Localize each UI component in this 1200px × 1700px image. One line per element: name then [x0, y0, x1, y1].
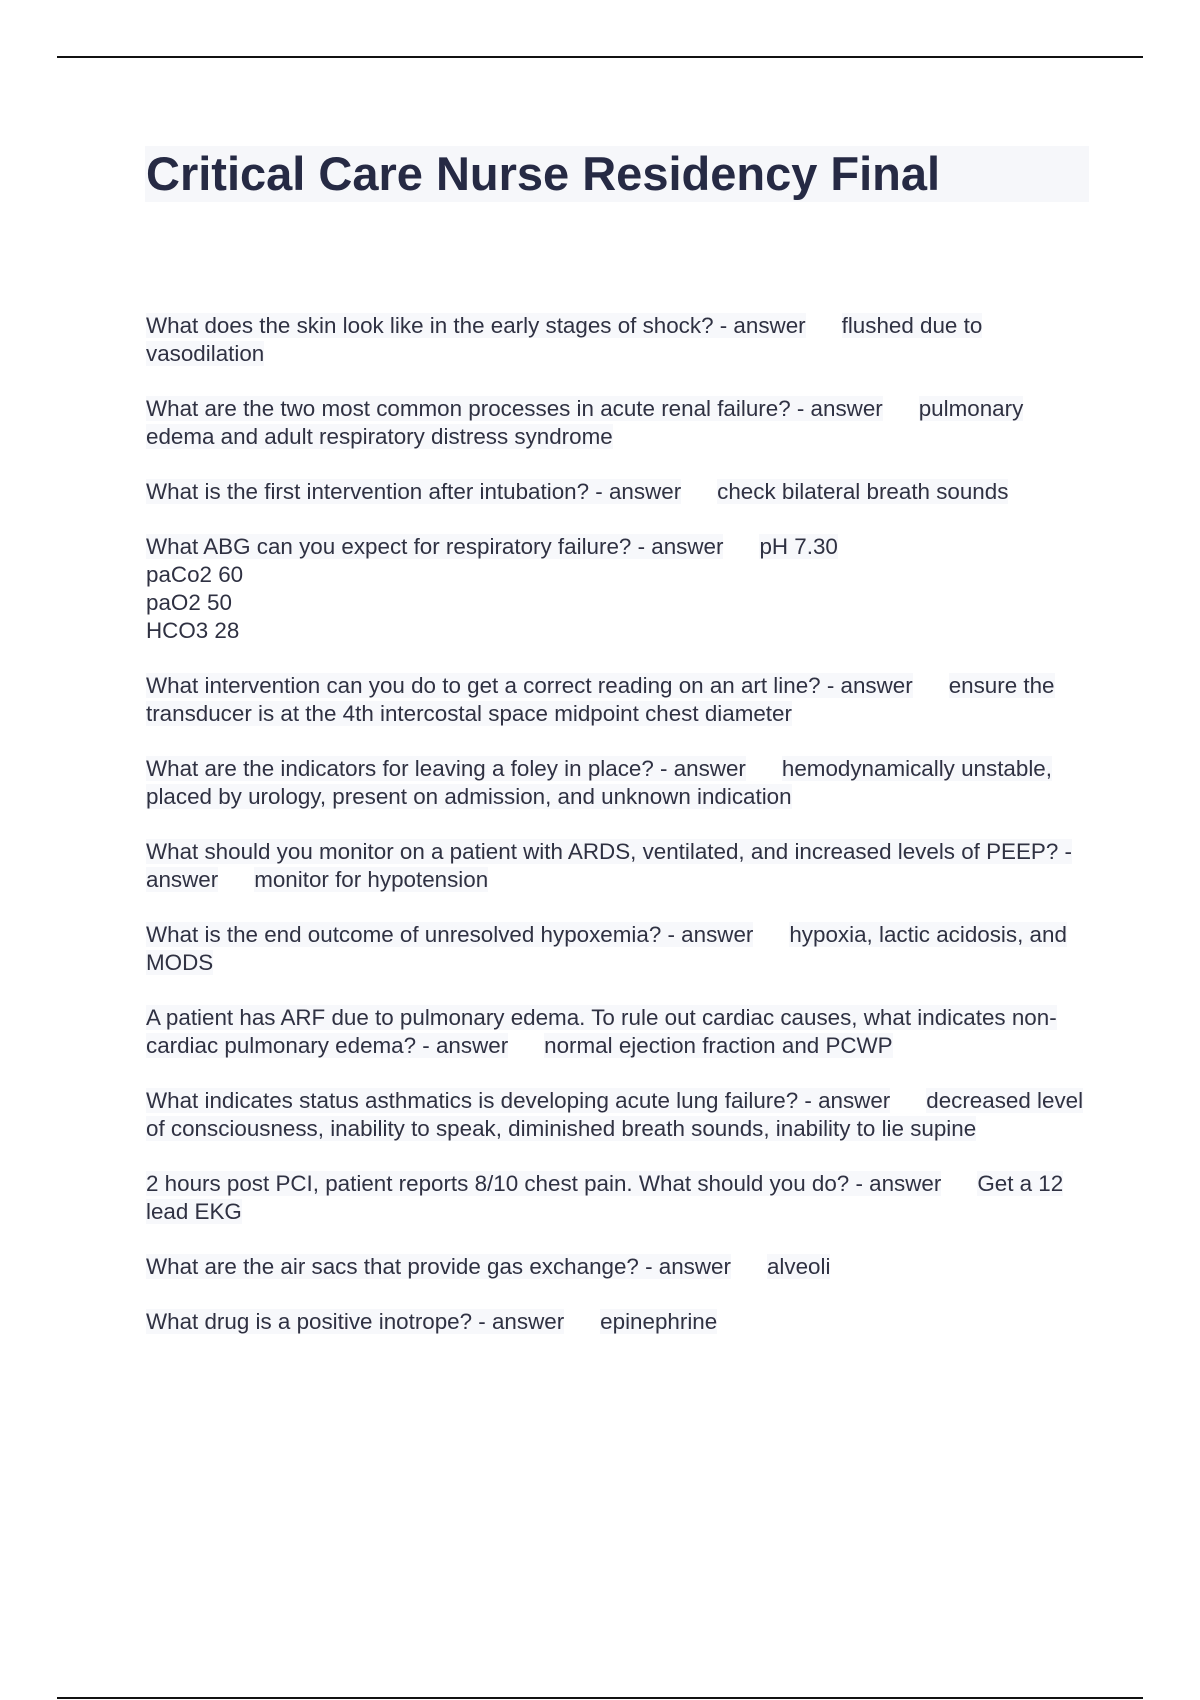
answer-line: paO2 50: [146, 590, 232, 615]
question-text: What is the first intervention after intubation? - answer: [146, 479, 682, 504]
answer-line: paCo2 60: [146, 562, 244, 587]
qa-item: [146, 1170, 1091, 1226]
qa-item: [146, 533, 1091, 645]
qa-item: [146, 838, 1091, 894]
bottom-rule: [57, 1697, 1143, 1699]
answer-text: ensure the transducer is at the 4th intercostal space midpoint chest diameter: [146, 673, 1055, 726]
answer-line: HCO3 28: [146, 618, 240, 643]
question-text: What are the indicators for leaving a foley in place? - answer: [146, 756, 746, 781]
question-text: What ABG can you expect for respiratory failure? - answer: [146, 534, 724, 559]
answer-text: hemodynamically unstable, placed by urology, present on admission, and unknown indication: [146, 756, 1052, 809]
question-text: A patient has ARF due to pulmonary edema. To rule out cardiac causes, what indicates non-cardiac pulmonary edema? - answer: [146, 1005, 1057, 1058]
qa-item: [146, 478, 1091, 506]
answer-text: pH 7.30: [759, 534, 838, 559]
qa-item: [146, 312, 1091, 368]
answer-text: Get a 12 lead EKG: [146, 1171, 1064, 1224]
question-text: What indicates status asthmatics is developing acute lung failure? - answer: [146, 1088, 891, 1113]
question-text: What does the skin look like in the early stages of shock? - answer: [146, 313, 806, 338]
question-text: What are the two most common processes in acute renal failure? - answer: [146, 396, 883, 421]
qa-item: [146, 672, 1091, 728]
question-text: What intervention can you do to get a correct reading on an art line? - answer: [146, 673, 913, 698]
question-text: What is the end outcome of unresolved hypoxemia? - answer: [146, 922, 754, 947]
document-title: Critical Care Nurse Residency Final: [146, 147, 941, 200]
qa-item: [146, 921, 1091, 977]
answer-text: flushed due to vasodilation: [146, 313, 983, 366]
qa-item: [146, 1004, 1091, 1060]
answer-text: normal ejection fraction and PCWP: [544, 1033, 893, 1058]
question-text: What should you monitor on a patient with ARDS, ventilated, and increased levels of PEEP? - answer: [146, 839, 1072, 892]
question-text: What are the air sacs that provide gas exchange? - answer: [146, 1254, 731, 1279]
qa-item: [146, 395, 1091, 451]
qa-item: [146, 1308, 1091, 1336]
answer-text: monitor for hypotension: [254, 867, 489, 892]
question-text: 2 hours post PCI, patient reports 8/10 chest pain. What should you do? - answer: [146, 1171, 942, 1196]
question-text: What drug is a positive inotrope? - answer: [146, 1309, 565, 1334]
qa-list: [146, 312, 1091, 1363]
qa-item: [146, 1253, 1091, 1281]
qa-item: [146, 1087, 1091, 1143]
answer-text: decreased level of consciousness, inability to speak, diminished breath sounds, inability to lie supine: [146, 1088, 1084, 1141]
answer-text: epinephrine: [600, 1309, 718, 1334]
answer-text: check bilateral breath sounds: [717, 479, 1009, 504]
answer-text: pulmonary edema and adult respiratory distress syndrome: [146, 396, 1024, 449]
qa-item: [146, 755, 1091, 811]
top-rule: [57, 56, 1143, 58]
answer-text: alveoli: [766, 1254, 831, 1279]
answer-text: hypoxia, lactic acidosis, and MODS: [146, 922, 1067, 975]
